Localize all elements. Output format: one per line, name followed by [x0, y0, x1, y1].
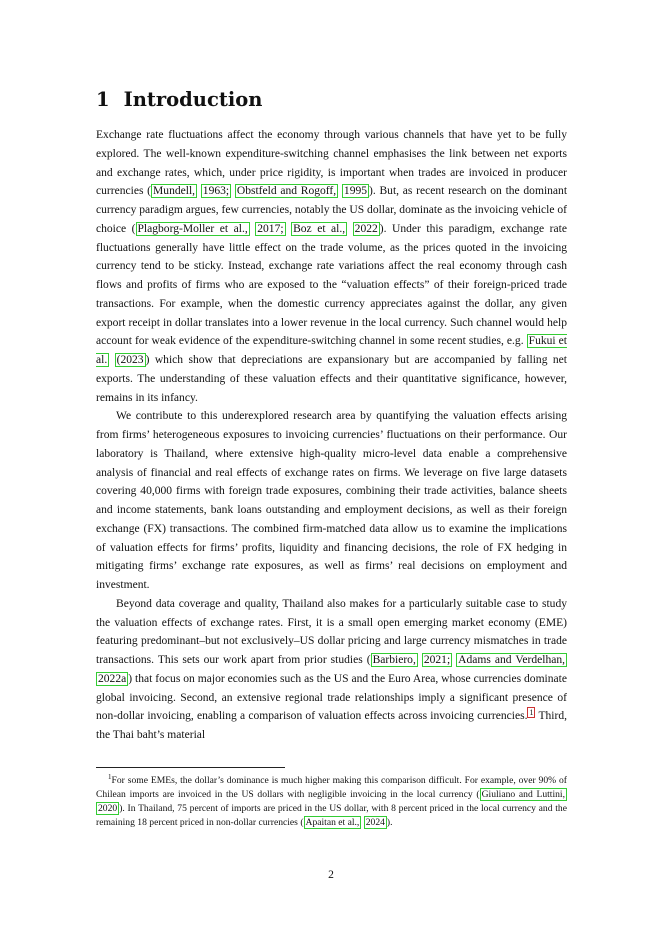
citation-link[interactable]: Obstfeld and Rogoff,	[236, 185, 337, 198]
citation-link[interactable]: Fukui et al.	[96, 335, 568, 366]
citation-link[interactable]: Apaitan et al.,	[305, 816, 360, 828]
citation-link[interactable]: Mundell,	[153, 185, 196, 198]
citation-link[interactable]: 2021;	[423, 654, 451, 666]
text-run: Exchange rate fluctuations affect the economy through various channels that have yet to be fully explored. The well-known expenditure-switching channel emphasises the link between net exports and exchange rates, which, under price rigidity, is important when trades are invoiced in producer currencies (	[96, 129, 567, 198]
text-run: Third, the Thai baht’s material	[96, 710, 567, 741]
citation-link[interactable]: 2022a	[98, 672, 127, 685]
citation-link[interactable]: 1995	[343, 185, 368, 198]
paragraph-1	[96, 126, 567, 407]
citation-link[interactable]: 2024	[365, 816, 385, 828]
citation-link[interactable]: Barbiero,	[372, 654, 416, 666]
citation-link[interactable]: Plagborg-Moller et al.,	[137, 222, 248, 235]
footnote	[96, 771, 567, 830]
section-heading	[96, 88, 262, 111]
text-run: ) that focus on major economies such as the US and the Euro Area, whose currencies dominate global invoicing. Second, an extensive regional trade relationships imply a significant presence of non-dollar invoicing, enabling a comparison of valuation effects across invoicing currencies.	[96, 672, 567, 723]
footnote-separator	[96, 767, 285, 768]
text-run: ) which show that depreciations are expansionary but are accompanied by falling net exports. The understanding of these valuation effects and their quantitative significance, however, remains in its infancy.	[96, 354, 567, 404]
page-number: 2	[328, 869, 334, 881]
paragraph-3	[96, 595, 567, 745]
footnote-mark: 1	[108, 773, 112, 781]
citation-link[interactable]: 2020	[98, 803, 118, 814]
body-text	[96, 126, 567, 745]
citation-link[interactable]: Giuliano and Luttini,	[481, 789, 565, 801]
footnote-reference-link[interactable]: 1	[529, 708, 534, 718]
text-run: ). Under this paradigm, exchange rate fluctuations generally have little effect on the trade volume, as the prices quoted in the invoicing currency tend to be sticky. Instead, exchange rate variations affect the real economy through cash flows and profits of firms who are exposed to the “valuation effects” of their foreign-priced trade transactions. For example, when the domestic currency appreciates against the dollar, any given export receipt in dollar translates into a lower revenue in the local currency. Such channel would help account for weak evidence of the expenditure-switching channel in some recent studies, e.g.	[96, 222, 567, 348]
text-run: ). But, as recent research on the dominant currency paradigm argues, few currencies, notably the US dollar, dominate as the invoicing vehicle of choice (	[96, 185, 568, 235]
citation-link[interactable]: 2017;	[257, 222, 284, 235]
citation-link[interactable]: (2023	[116, 354, 144, 366]
section-number: 1	[96, 88, 110, 111]
text-run: Beyond data coverage and quality, Thailand also makes for a particularly suitable case to study the valuation effects of exchange rates. First, it is a small open emerging market economy (EME) featuring predominant–but not exclusively–US dollar pricing and large currency mismatches in trade transactions. This sets our work apart from prior studies (	[96, 597, 567, 666]
section-title: Introduction	[123, 88, 263, 111]
citation-link[interactable]: Boz et al.,	[293, 222, 346, 235]
citation-link[interactable]: Adams and Verdelhan,	[458, 654, 566, 666]
text-run: ). In Thailand, 75 percent of imports are priced in the US dollar, with 8 percent priced in the local currency and the remaining 18 percent priced in non-dollar currencies (	[96, 803, 567, 828]
text-run: ).	[386, 816, 393, 828]
paragraph-2: We contribute to this underexplored research area by quantifying the valuation effects arising from firms’ heterogeneous exposures to invoicing currencies’ fluctuations on their performance. Our laboratory is Thailand, where extensive high-quality micro-level data enable a comprehensive analysis of financial and real effects of exchange rates on firms. We leverage on five large datasets covering 40,000 firms with foreign trade exposures, combining their trade activities, balance sheets and income statements, bank loans outstanding and employment decisions, as well as their foreign exchange (FX) transactions. The combined firm-matched data allow us to examine the implications of valuation effects for firms’ profits, liquidity and financing decisions, the role of FX hedging in mitigating firms’ exchange rate exposures, as well as firms’ real decisions on employment and investment.	[96, 410, 567, 591]
citation-link[interactable]: 1963;	[202, 185, 230, 198]
text-run: For some EMEs, the dollar’s dominance is much higher making this comparison difficult. For example, over 90% of Chilean imports are invoiced in the US dollars with negligible invoicing in the local currency (	[96, 775, 567, 801]
citation-link[interactable]: 2022	[354, 222, 378, 235]
